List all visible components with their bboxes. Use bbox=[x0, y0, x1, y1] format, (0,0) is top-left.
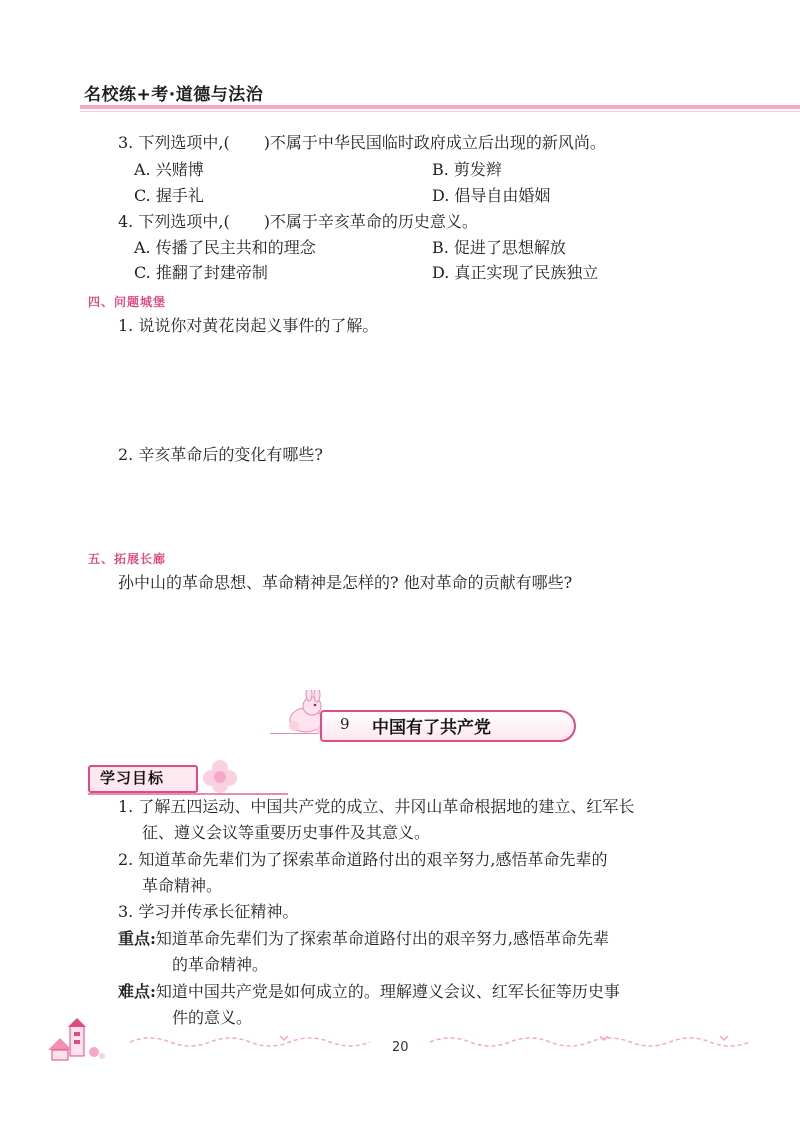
question-3-stem-before: 3. 下列选项中,( bbox=[118, 133, 230, 152]
difficulty-text: 知道中国共产党是如何成立的。理解遵义会议、红军长征等历史事 bbox=[155, 982, 620, 1001]
question-3-stem-after: )不属于中华民国临时政府成立后出现的新风尚。 bbox=[263, 133, 606, 152]
option-4d: D. 真正实现了民族独立 bbox=[432, 263, 599, 282]
page-number: 20 bbox=[392, 1040, 409, 1055]
lesson-number: 9 bbox=[340, 715, 350, 733]
key-points-label: 重点: bbox=[118, 929, 156, 948]
goal-2-line-1: 2. 知道革命先辈们为了探索革命道路付出的艰辛努力,感悟革命先辈的 bbox=[118, 850, 608, 869]
question-4-stem-after: )不属于辛亥革命的历史意义。 bbox=[263, 212, 478, 231]
option-4a: A. 传播了民主共和的理念 bbox=[134, 238, 316, 257]
lesson-title: 中国有了共产党 bbox=[372, 718, 491, 738]
key-points-text: 知道革命先辈们为了探索革命道路付出的艰辛努力,感悟革命先辈 bbox=[155, 929, 610, 948]
section-5-heading: 五、拓展长廊 bbox=[88, 552, 167, 566]
option-3d: D. 倡导自由婚姻 bbox=[432, 186, 551, 205]
flower-icon bbox=[200, 758, 240, 794]
goal-1-line-2: 征、遵义会议等重要历史事件及其意义。 bbox=[142, 823, 431, 842]
section-4-heading: 四、问题城堡 bbox=[88, 295, 167, 309]
option-3b: B. 剪发辫 bbox=[432, 160, 502, 179]
goal-1-line-1: 1. 了解五四运动、中国共产党的成立、井冈山革命根据地的建立、红军长 bbox=[118, 797, 635, 816]
key-points-line-1 bbox=[118, 929, 609, 949]
section-4-question-2: 2. 辛亥革命后的变化有哪些? bbox=[118, 445, 323, 464]
option-4c: C. 推翻了封建帝制 bbox=[134, 263, 268, 282]
difficulty-line-1 bbox=[118, 982, 620, 1002]
header-rule-thin bbox=[80, 111, 800, 112]
option-3a: A. 兴赌博 bbox=[134, 160, 204, 179]
goal-2-line-2: 革命精神。 bbox=[142, 876, 223, 895]
goals-rule bbox=[88, 793, 288, 795]
question-3-stem bbox=[118, 133, 606, 153]
section-5-question: 孙中山的革命思想、革命精神是怎样的? 他对革命的贡献有哪些? bbox=[118, 573, 573, 592]
question-4-stem bbox=[118, 212, 478, 232]
key-points-line-2: 的革命精神。 bbox=[172, 955, 269, 974]
header-rule bbox=[80, 105, 800, 109]
goal-3: 3. 学习并传承长征精神。 bbox=[118, 902, 299, 921]
question-4-stem-before: 4. 下列选项中,( bbox=[118, 212, 230, 231]
difficulty-label: 难点: bbox=[118, 982, 156, 1001]
series-title: 名校练+考·道德与法治 bbox=[84, 85, 264, 105]
section-4-question-1: 1. 说说你对黄花岗起义事件的了解。 bbox=[118, 316, 379, 335]
difficulty-line-2: 件的意义。 bbox=[172, 1008, 253, 1027]
option-4b: B. 促进了思想解放 bbox=[432, 238, 566, 257]
option-3c: C. 握手礼 bbox=[134, 186, 204, 205]
goals-label: 学习目标 bbox=[100, 769, 165, 787]
house-decoration-icon bbox=[44, 1018, 114, 1062]
footer-wave-line bbox=[130, 1030, 770, 1050]
